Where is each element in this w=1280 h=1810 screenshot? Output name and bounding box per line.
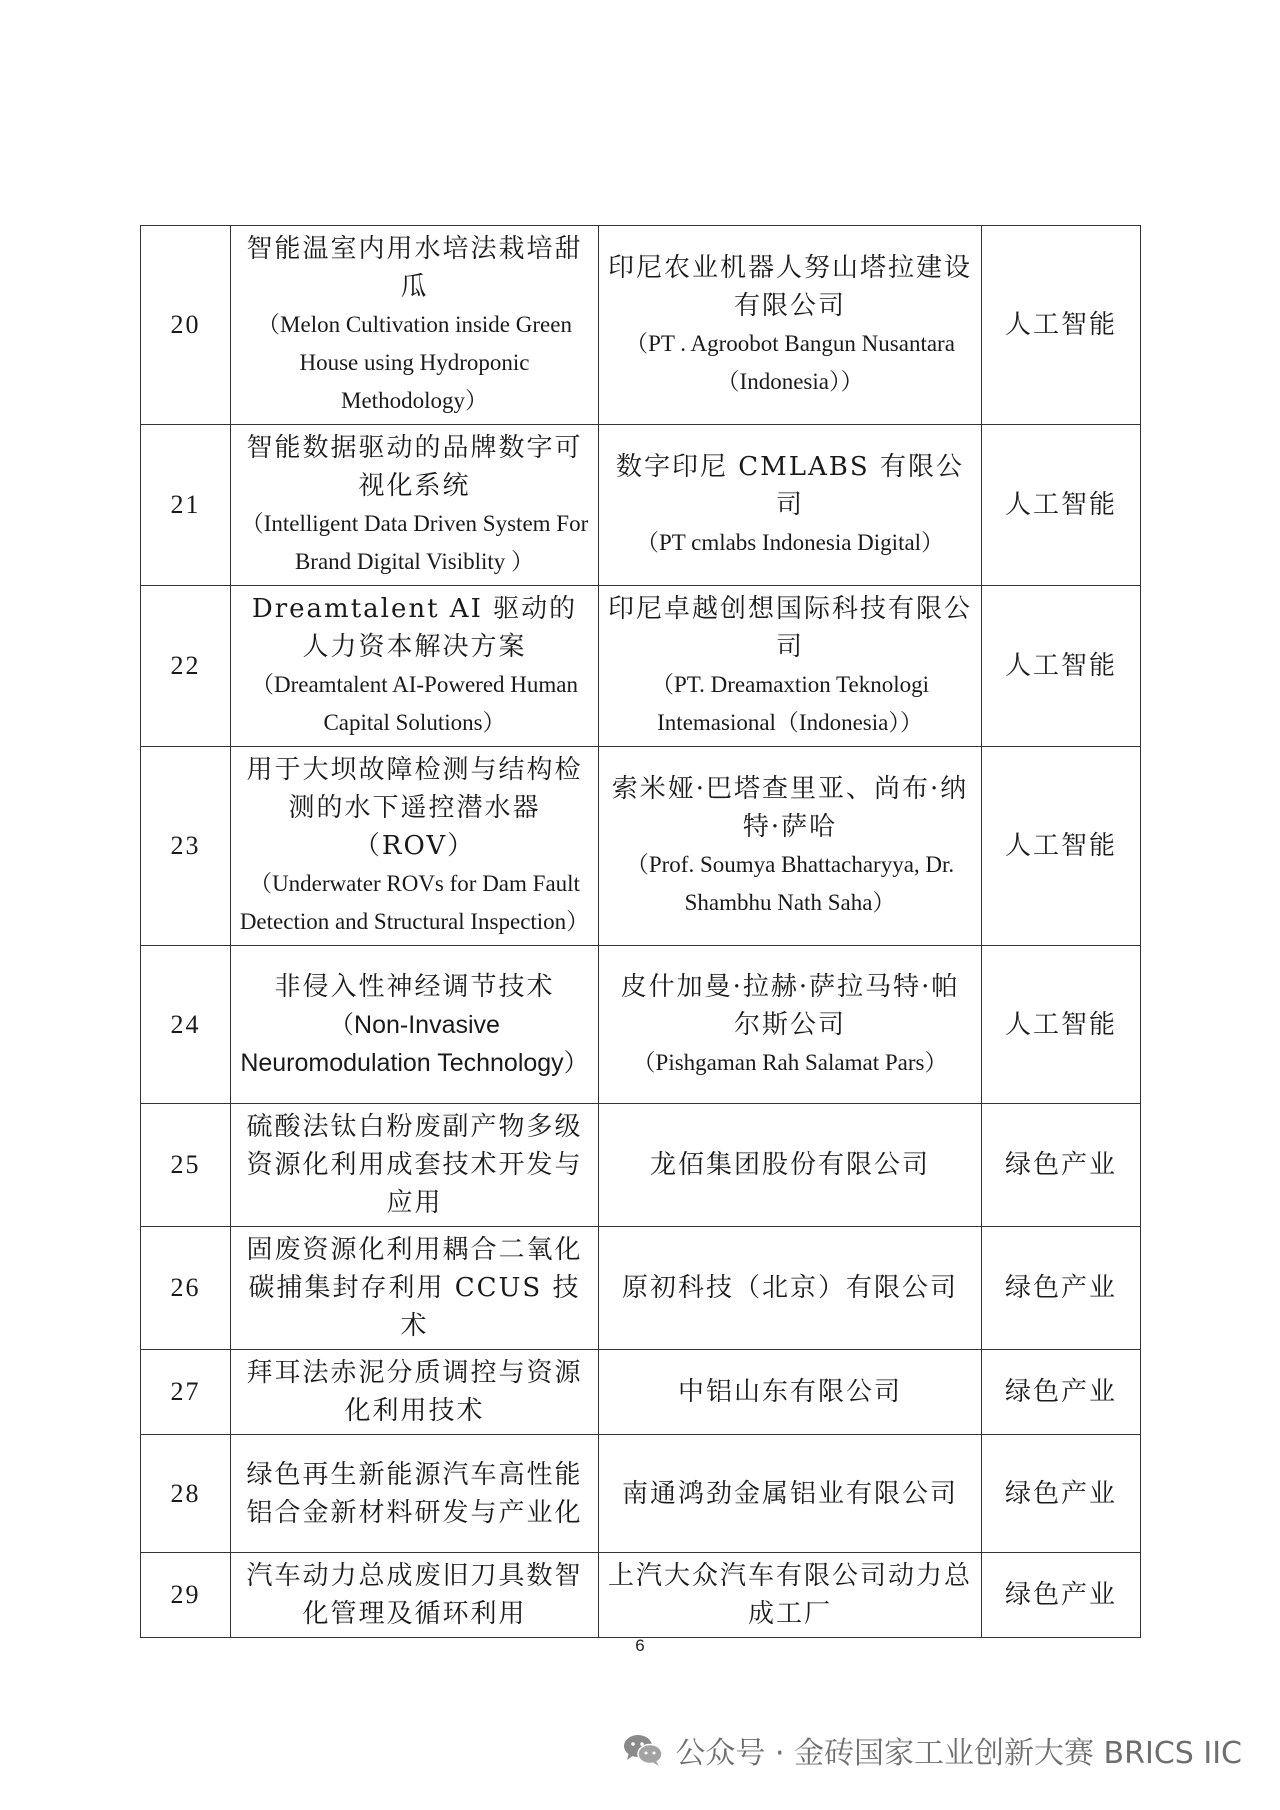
project-name-cn: 汽车动力总成废旧刀具数智化管理及循环利用 — [246, 1561, 583, 1629]
project-name — [231, 1227, 599, 1350]
table-row — [141, 1227, 1141, 1350]
organization — [599, 747, 982, 946]
organization-cn: 数字印尼 CMLABS 有限公司 — [615, 452, 964, 520]
project-table — [140, 225, 1141, 1638]
category: 人工智能 — [982, 747, 1141, 946]
organization — [599, 425, 982, 586]
category: 人工智能 — [982, 586, 1141, 747]
organization-cn: 龙佰集团股份有限公司 — [649, 1150, 930, 1180]
category: 绿色产业 — [982, 1350, 1141, 1435]
project-name-cn: 智能温室内用水培法栽培甜瓜 — [246, 234, 583, 302]
table-row — [141, 1553, 1141, 1638]
organization — [599, 1227, 982, 1350]
project-name-cn: 非侵入性神经调节技术 — [274, 971, 555, 1002]
category: 绿色产业 — [982, 1104, 1141, 1227]
category: 绿色产业 — [982, 1227, 1141, 1350]
table-row — [141, 1350, 1141, 1435]
project-name — [231, 1104, 599, 1227]
table-row — [141, 1435, 1141, 1553]
project-name — [231, 946, 599, 1104]
row-number: 29 — [141, 1553, 231, 1638]
row-number: 22 — [141, 586, 231, 747]
organization — [599, 586, 982, 747]
category: 绿色产业 — [982, 1553, 1141, 1638]
project-name — [231, 586, 599, 747]
row-number: 23 — [141, 747, 231, 946]
table-row — [141, 425, 1141, 586]
project-name — [231, 425, 599, 586]
table-row — [141, 946, 1141, 1104]
organization-en: （PT cmlabs Indonesia Digital） — [635, 530, 945, 555]
watermark-text: 公众号 · 金砖国家工业创新大赛 BRICS IIC — [675, 1736, 1242, 1771]
organization — [599, 1435, 982, 1553]
organization-en: （Pishgaman Rah Salamat Pars） — [632, 1049, 948, 1075]
row-number: 27 — [141, 1350, 231, 1435]
category: 人工智能 — [982, 226, 1141, 425]
project-name — [231, 226, 599, 425]
watermark — [621, 1728, 1242, 1772]
organization — [599, 226, 982, 425]
organization-cn: 中铝山东有限公司 — [677, 1377, 902, 1407]
project-name-en: （Dreamtalent AI-Powered Human Capital Solutions） — [250, 672, 578, 735]
row-number: 21 — [141, 425, 231, 586]
project-name — [231, 747, 599, 946]
organization — [599, 1104, 982, 1227]
organization-cn: 皮什加曼·拉赫·萨拉马特·帕尔斯公司 — [620, 971, 960, 1040]
project-name — [231, 1553, 599, 1638]
organization-cn: 印尼卓越创想国际科技有限公司 — [607, 594, 972, 662]
organization-en: （Prof. Soumya Bhattacharyya, Dr. Shambhu Nath Saha） — [625, 852, 955, 915]
row-number: 20 — [141, 226, 231, 425]
project-name-cn: Dreamtalent AI 驱动的人力资本解决方案 — [251, 594, 578, 662]
page-number: 6 — [635, 1636, 645, 1655]
project-name — [231, 1435, 599, 1553]
project-name-en: （Intelligent Data Driven System For Brand Digital Visiblity ） — [240, 511, 589, 574]
row-number: 25 — [141, 1104, 231, 1227]
project-name-cn: 固废资源化利用耦合二氧化碳捕集封存利用 CCUS 技术 — [246, 1235, 583, 1341]
project-name-cn: 智能数据驱动的品牌数字可视化系统 — [246, 433, 583, 501]
organization — [599, 946, 982, 1104]
row-number: 28 — [141, 1435, 231, 1553]
category: 人工智能 — [982, 425, 1141, 586]
wechat-icon — [621, 1732, 665, 1768]
project-name-cn: 拜耳法赤泥分质调控与资源化利用技术 — [246, 1358, 583, 1426]
table-row — [141, 1104, 1141, 1227]
category: 绿色产业 — [982, 1435, 1141, 1553]
organization-en: （PT. Dreamaxtion Teknologi Intemasional（Indonesia）） — [651, 672, 929, 735]
organization-cn: 原初科技（北京）有限公司 — [621, 1273, 958, 1303]
project-name-cn: 用于大坝故障检测与结构检测的水下遥控潜水器（ROV） — [246, 755, 583, 861]
organization-en: （PT . Agroobot Bangun Nusantara（Indonesia）） — [625, 331, 955, 394]
table-row — [141, 586, 1141, 747]
table-row — [141, 747, 1141, 946]
organization-cn: 印尼农业机器人努山塔拉建设有限公司 — [607, 253, 972, 321]
row-number: 26 — [141, 1227, 231, 1350]
organization-cn: 上汽大众汽车有限公司动力总成工厂 — [607, 1561, 972, 1629]
project-name-cn: 绿色再生新能源汽车高性能铝合金新材料研发与产业化 — [246, 1459, 583, 1528]
project-name-en: （Non-Invasive Neuromodulation Technology） — [240, 1010, 589, 1077]
table-row — [141, 226, 1141, 425]
organization-cn: 索米娅·巴塔查里亚、尚布·纳特·萨哈 — [611, 774, 969, 842]
category: 人工智能 — [982, 946, 1141, 1104]
project-name-cn: 硫酸法钛白粉废副产物多级资源化利用成套技术开发与应用 — [246, 1112, 583, 1218]
project-name — [231, 1350, 599, 1435]
organization-cn: 南通鸿劲金属铝业有限公司 — [621, 1478, 958, 1509]
row-number: 24 — [141, 946, 231, 1104]
organization — [599, 1350, 982, 1435]
project-name-en: （Melon Cultivation inside Green House using Hydroponic Methodology） — [257, 312, 572, 413]
organization — [599, 1553, 982, 1638]
project-name-en: （Underwater ROVs for Dam Fault Detection and Structural Inspection） — [239, 871, 590, 934]
